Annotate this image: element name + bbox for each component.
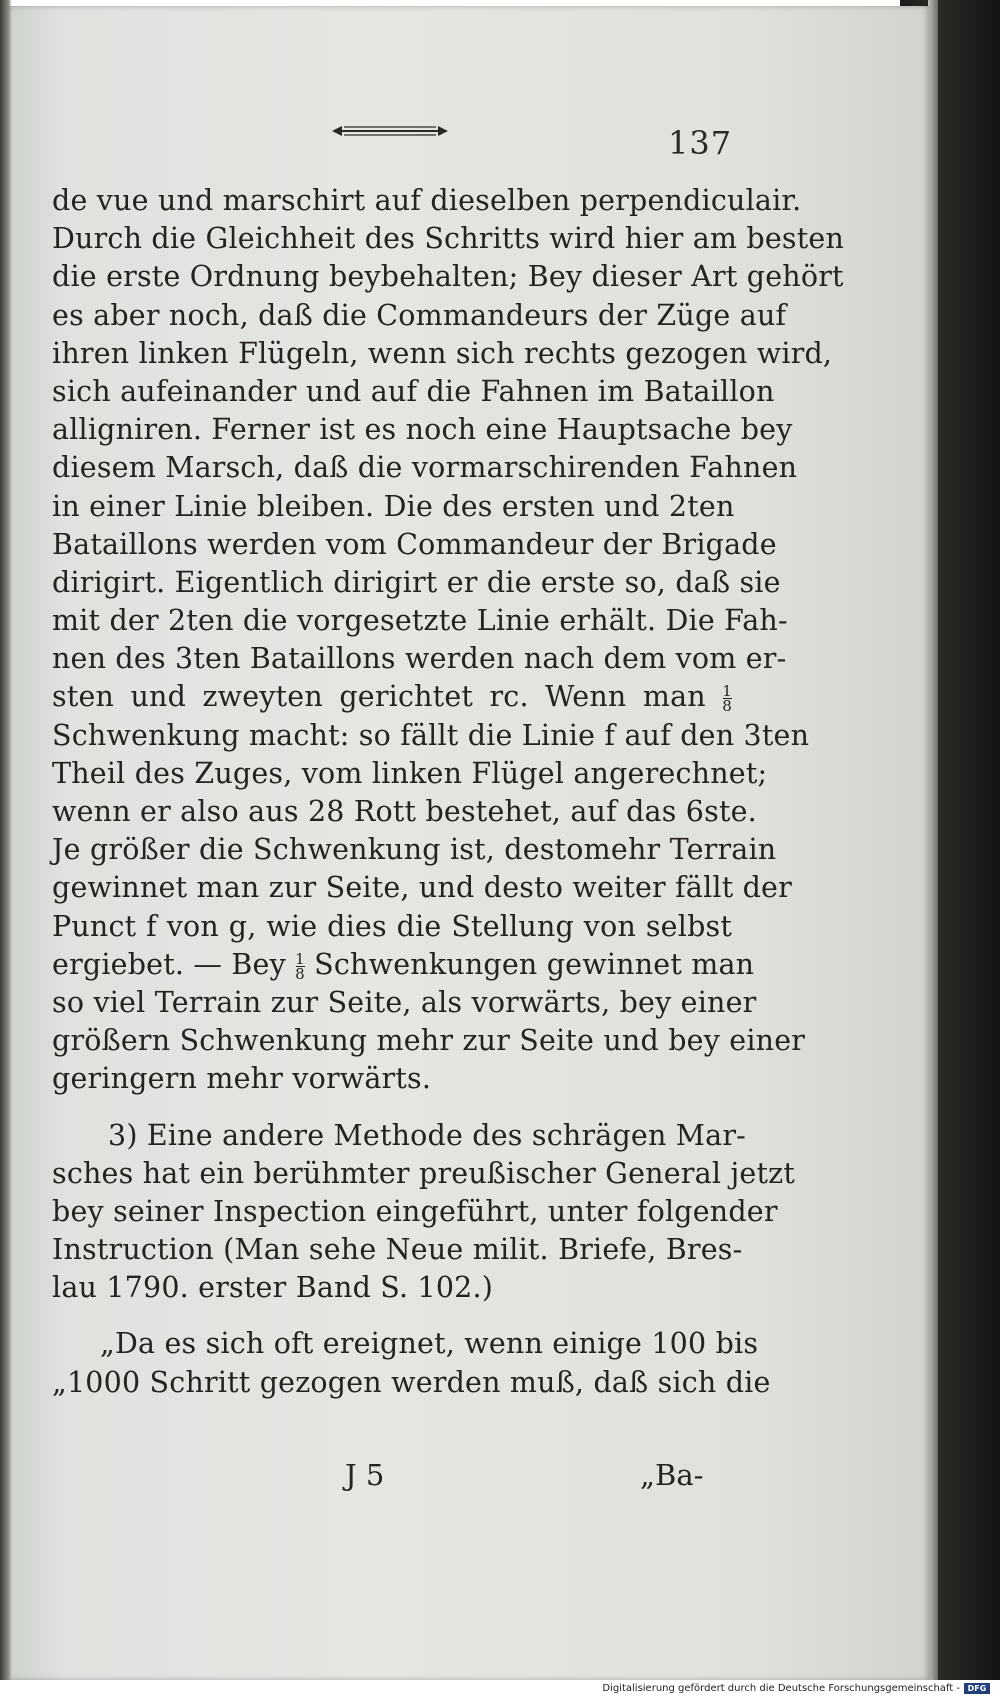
text-line: Schwenkung macht: so fällt die Linie f auf den 3ten xyxy=(52,718,810,752)
text-line: de vue und marschirt auf dieselben perpendiculair. xyxy=(52,184,802,217)
text-line: größern Schwenkung mehr zur Seite und bey einer xyxy=(52,1024,806,1058)
text-segment: sten und zweyten gerichtet rc. Wenn man xyxy=(52,680,706,714)
text-line: lau 1790. erster Band S. 102.) xyxy=(52,1271,494,1305)
header-ornament xyxy=(330,122,450,140)
text-line: bey seiner Inspection eingeführt, unter folgender xyxy=(52,1194,778,1228)
text-line: Bataillons werden vom Commandeur der Brigade xyxy=(52,527,777,561)
text-line: ihren linken Flügeln, wenn sich rechts gezogen wird, xyxy=(52,336,833,370)
fraction xyxy=(722,682,732,716)
text-line-with-fraction xyxy=(52,678,732,716)
text-segment: Schwenkungen gewinnet man xyxy=(314,947,755,981)
text-line: in einer Linie bleiben. Die des ersten und 2ten xyxy=(52,489,735,523)
text-segment: ergiebet. — Bey xyxy=(52,947,286,981)
text-line: 3) Eine andere Methode des schrägen Mar‐ xyxy=(108,1118,747,1152)
body-text xyxy=(52,182,845,1402)
text-line: Punct f von g, wie dies die Stellung von selbst xyxy=(52,909,732,943)
fraction xyxy=(295,949,305,983)
fraction-numerator: 1 xyxy=(295,949,305,968)
fraction-numerator: 1 xyxy=(722,682,732,701)
text-line: die erste Ordnung beybehalten; Bey dieser Art gehört xyxy=(52,260,844,294)
text-line: es aber noch, daß die Commandeurs der Züge auf xyxy=(52,298,787,332)
text-line: mit der 2ten die vorgesetzte Linie erhält. Die Fah‐ xyxy=(52,604,788,638)
text-line: alligniren. Ferner ist es noch eine Hauptsache bey xyxy=(52,413,793,447)
footer-credit: Digitalisierung gefördert durch die Deutsche Forschungsgemeinschaft - xyxy=(602,1683,960,1694)
text-line: so viel Terrain zur Seite, als vorwärts, bey einer xyxy=(52,985,757,1019)
text-line: Durch die Gleichheit des Schritts wird hier am besten xyxy=(52,222,845,256)
gutter-shadow xyxy=(0,0,12,1680)
signature-mark: J 5 xyxy=(345,1458,385,1492)
catchword: „Ba‐ xyxy=(640,1458,704,1492)
text-line: „Da es sich oft ereignet, wenn einige 100 bis xyxy=(100,1327,759,1361)
text-line: sches hat ein berühmter preußischer General jetzt xyxy=(52,1156,796,1190)
text-line: Je größer die Schwenkung ist, destomehr Terrain xyxy=(52,833,777,867)
text-line: dirigirt. Eigentlich dirigirt er die erste so, daß sie xyxy=(52,565,781,599)
text-line: wenn er also aus 28 Rott bestehet, auf das 6ste. xyxy=(52,795,757,828)
text-line: „1000 Schritt gezogen werden muß, daß sich die xyxy=(52,1365,771,1399)
text-line-with-fraction xyxy=(52,946,755,984)
text-line: Instruction (Man sehe Neue milit. Briefe, Bres‐ xyxy=(52,1233,743,1267)
text-line: diesem Marsch, daß die vormarschirenden Fahnen xyxy=(52,451,798,485)
fraction-denominator: 8 xyxy=(722,697,732,716)
text-line: Theil des Zuges, vom linken Flügel angerechnet; xyxy=(52,756,768,790)
text-line: gewinnet man zur Seite, und desto weiter fällt der xyxy=(52,871,792,905)
text-line: sich aufeinander und auf die Fahnen im Bataillon xyxy=(52,374,775,408)
text-line: nen des 3ten Bataillons werden nach dem vom er‐ xyxy=(52,642,787,676)
page-number: 137 xyxy=(668,124,733,162)
text-line: geringern mehr vorwärts. xyxy=(52,1062,432,1096)
fraction-denominator: 8 xyxy=(295,964,305,983)
dfg-logo: DFG xyxy=(964,1683,990,1694)
